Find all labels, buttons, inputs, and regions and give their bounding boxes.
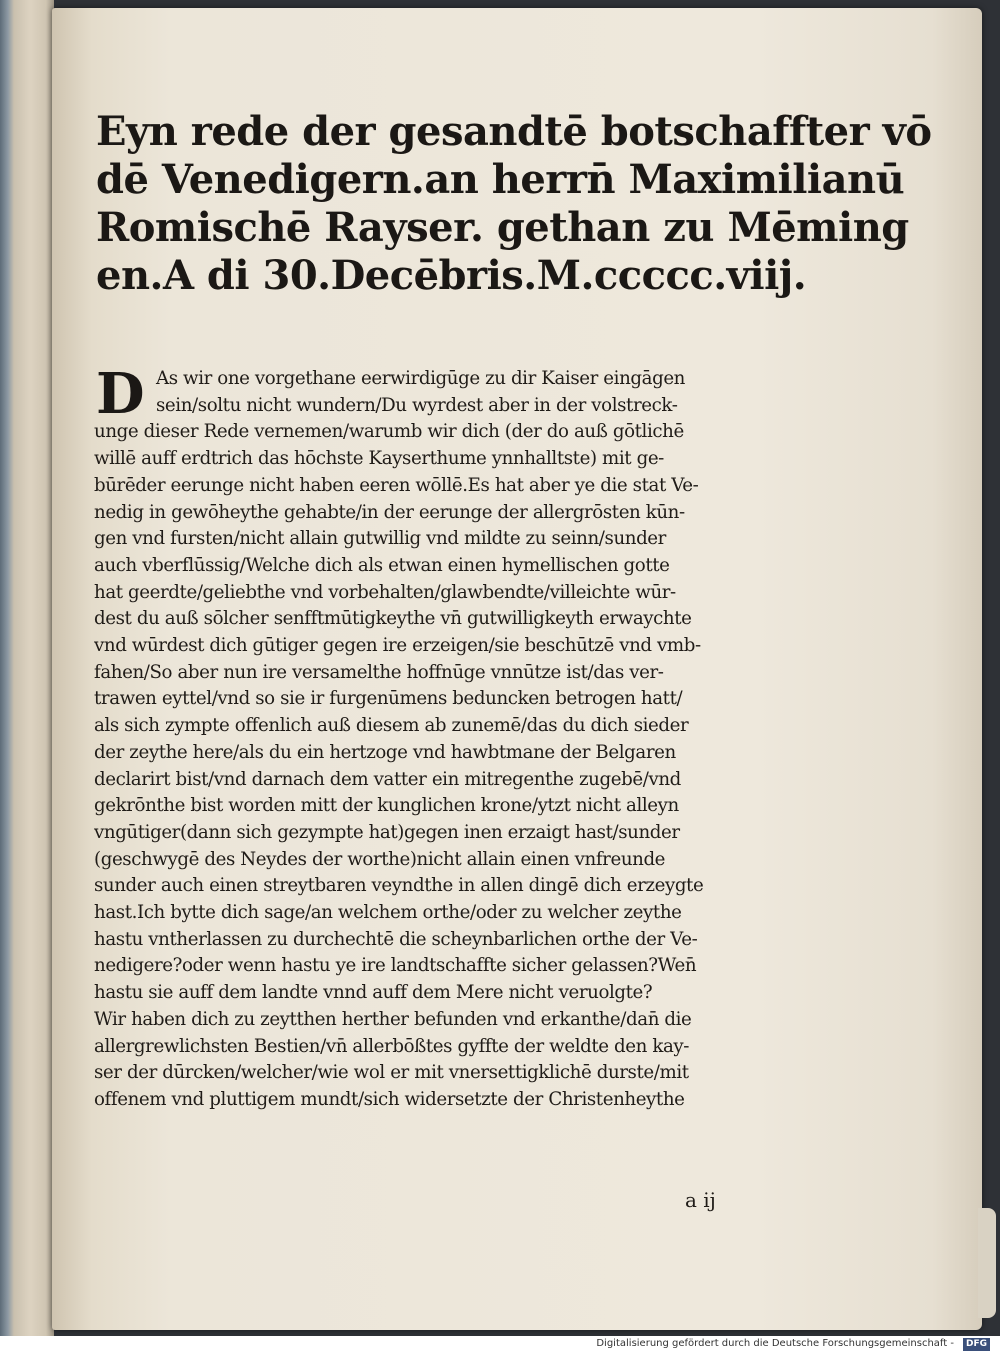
body-line: ser der dūrcken/welcher/wie wol er mit vnersettigklichē durste/mit [94,1062,689,1084]
body-line: hastu vntherlassen zu durchechtē die scheynbarlichen orthe der Ve- [94,928,698,950]
body-line: sunder auch einen streytbaren veyndthe in allen dingē dich erzeygte [94,875,704,897]
body-line: (geschwygē des Neydes der worthe)nicht allain einen vnfreunde [94,848,666,870]
body-line: gen vnd fursten/nicht allain gutwillig vnd mildte zu seinn/sunder [94,528,666,550]
body-text [94,361,824,1114]
title-line: Eyn rede der gesandtē botschaffter vō [96,108,932,155]
footer-bar [0,1336,1000,1354]
body-line: nedig in gewōheythe gehabte/in der eerunge der allergrōsten kūn- [94,501,685,523]
body-line: willē auff erdtrich das hōchste Kayserthume ynnhalltste) mit ge- [94,448,664,470]
body-line: hast.Ich bytte dich sage/an welchem orthe/oder zu welcher zeythe [94,902,682,924]
body-line: vnd wūrdest dich gūtiger gegen ire erzeigen/sie beschūtzē vnd vmb- [94,635,701,657]
dfg-logo: DFG [963,1338,990,1351]
body-line: nedigere?oder wenn hastu ye ire landtschaffte sicher gelassen?Wen̄ [94,955,697,977]
body-line: Wir haben dich zu zeytthen herther befunden vnd erkanthe/dan̄ die [94,1008,692,1030]
body-line: trawen eyttel/vnd so sie ir furgenūmens beduncken betrogen hatt/ [94,688,683,710]
title-line: dē Venedigern.an herrn̄ Maximilianū [96,156,905,203]
title-line: Romischē Rayser. gethan zu Mēming [96,204,909,251]
title-line: en.A di 30.Decēbris.M.ccccc.viij. [96,252,807,299]
body-line: unge dieser Rede vernemen/warumb wir dich (der do auß gōtlichē [94,421,684,443]
body-line: auch vberflūssig/Welche dich als etwan einen hymellischen gotte [94,554,670,576]
body-line: vngūtiger(dann sich gezympte hat)gegen inen erzaigt hast/sunder [94,821,680,843]
body-line: allergrewlichsten Bestien/vn̄ allerbōßtes gyffte der weldte den kay- [94,1035,690,1057]
body-line: būrēder eerunge nicht haben eeren wōllē.Es hat aber ye die stat Ve- [94,474,699,496]
body-line: offenem vnd pluttigem mundt/sich widersetzte der Christenheythe [94,1088,685,1110]
body-line: als sich zympte offenlich auß diesem ab zunemē/das du dich sieder [94,715,689,737]
body-line: fahen/So aber nun ire versamelthe hoffnūge vnnūtze ist/das ver- [94,661,664,683]
body-line: gekrōnthe bist worden mitt der kunglichen krone/ytzt nicht alleyn [94,795,679,817]
page-curl [978,1208,996,1318]
signature-mark: a ij [685,1188,716,1212]
document-title [96,108,932,300]
funding-credit: Digitalisierung gefördert durch die Deutsche Forschungsgemeinschaft - [596,1338,954,1349]
body-line: dest du auß sōlcher senfftmūtigkeythe vn̄ gutwilligkeyth erwaychte [94,608,692,630]
body-line: sein/soltu nicht wundern/Du wyrdest aber in der volstreck- [156,394,678,416]
body-line: As wir one vorgethane eerwirdigūge zu dir Kaiser eingāgen [156,368,685,389]
body-line: der zeythe here/als du ein hertzoge vnd hawbtmane der Belgaren [94,741,676,763]
body-line: declarirt bist/vnd darnach dem vatter ein mitregenthe zugebē/vnd [94,768,681,790]
body-line: hat geerdte/geliebthe vnd vorbehalten/glawbendte/villeichte wūr- [94,581,676,603]
drop-cap-initial: D [96,361,145,427]
body-line: hastu sie auff dem landte vnnd auff dem Mere nicht veruolgte? [94,982,653,1004]
book-cover-edge [0,0,54,1336]
